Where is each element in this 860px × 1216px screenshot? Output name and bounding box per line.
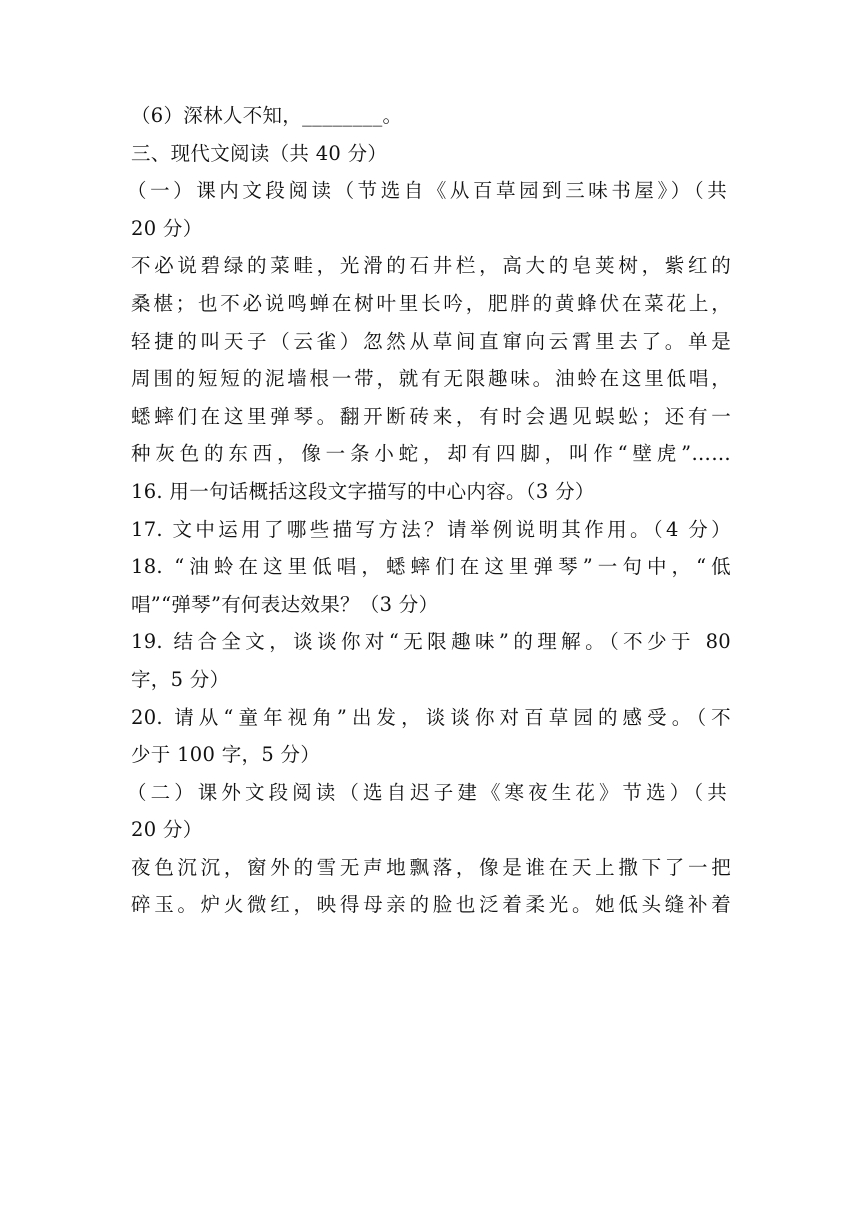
question-19: 19. 结合全文，谈谈你对“无限趣味”的理解。（不少于 80 [131,630,731,654]
question-17: 17. 文中运用了哪些描写方法？请举例说明其作用。（4 分） [131,517,731,541]
passage-line: 桑椹；也不必说鸣蝉在树叶里长吟，肥胖的黄蜂伏在菜花上， [131,291,731,315]
subsection-heading-in-class-cont: 20 分） [131,216,203,240]
passage-line: 夜色沉沉，窗外的雪无声地飘落，像是谁在天上撒下了一把 [131,855,731,879]
question-20-cont: 少于 100 字，5 分） [131,743,321,767]
document-page [127,97,731,924]
subsection-heading-in-class: （一）课内文段阅读（节选自《从百草园到三味书屋》）（共 [127,179,727,203]
question-18-cont: 唱”“弹琴”有何表达效果？（3 分） [131,592,439,616]
section-heading-modern-reading: 三、现代文阅读（共 40 分） [131,141,388,165]
subsection-heading-extracurricular-cont: 20 分） [131,818,203,842]
passage-line: 不必说碧绿的菜畦，光滑的石井栏，高大的皂荚树，紫红的 [131,254,731,278]
question-16: 16. 用一句话概括这段文字描写的中心内容。（3 分） [131,479,595,503]
passage-line: 蟋蟀们在这里弹琴。翻开断砖来，有时会遇见蜈蚣；还有一 [131,404,731,428]
question-19-cont: 字，5 分） [131,667,230,691]
passage-line: 碎玉。炉火微红，映得母亲的脸也泛着柔光。她低头缝补着 [131,893,731,917]
passage-line: 周围的短短的泥墙根一带，就有无限趣味。油蛉在这里低唱， [131,367,731,391]
poem-fill-blank: （6）深林人不知，________。 [131,104,403,127]
passage-line: 轻捷的叫天子（云雀）忽然从草间直窜向云霄里去了。单是 [131,329,731,353]
passage-line: 种灰色的东西，像一条小蛇，却有四脚，叫作“壁虎”…… [131,442,731,466]
question-20: 20. 请从“童年视角”出发，谈谈你对百草园的感受。（不 [131,705,731,729]
subsection-heading-extracurricular: （二）课外文段阅读（选自迟子建《寒夜生花》节选）（共 [127,780,727,804]
question-18: 18. “油蛉在这里低唱，蟋蟀们在这里弹琴”一句中，“低 [131,555,731,579]
